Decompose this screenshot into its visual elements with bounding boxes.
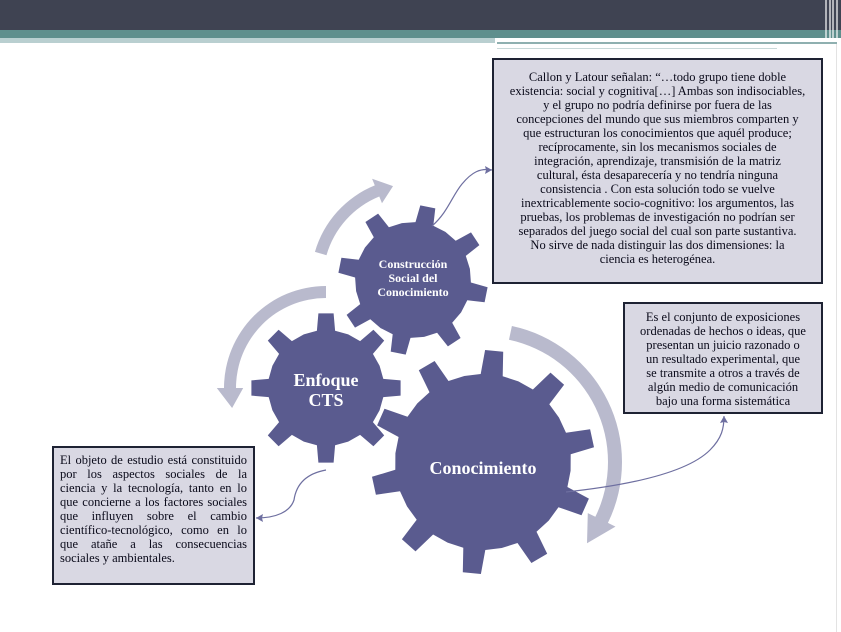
definition-line: presentan un juicio razonado o <box>646 338 800 352</box>
objeto-text: El objeto de estudio está constituido por los aspectos sociales de la ciencia y la tecnología, tanto en lo que concierne a los factores sociales que influyen sobre el cambio científico-tecnológico, como en lo que atañe a las consecuencias sociales y ambientales. <box>60 453 247 565</box>
gear-small-label-2: Social del <box>388 271 438 285</box>
quote-line: separados del juego social del cual son parte sustantiva. <box>518 224 797 238</box>
connector-arrowhead-def <box>720 416 728 423</box>
gear-medium-label-1: Enfoque <box>293 370 359 390</box>
definition-line: bajo una forma sistemática <box>655 394 791 408</box>
gear-medium-label-2: CTS <box>308 390 344 410</box>
connector-arrowhead-objeto <box>256 514 263 522</box>
quote-line: integración, aprendizaje, transmisión de la matriz <box>534 154 781 168</box>
quote-line: y el grupo no podría definirse por fuera de las <box>543 98 772 112</box>
connector-to-definition-box <box>566 416 724 492</box>
definition-line: ordenadas de hechos o ideas, que <box>640 324 806 338</box>
callon-latour-quote-box <box>492 58 823 284</box>
quote-line: No sirve de nada distinguir las dos dimensiones: la <box>530 238 785 252</box>
quote-line: consistencia . Con esta solución todo se vuelve <box>540 182 775 196</box>
objeto-de-estudio-box <box>52 446 255 585</box>
connector-to-objeto-box <box>256 470 326 518</box>
quote-line: existencia: social y cognitiva[…] Ambas son indisociables, <box>509 84 806 98</box>
definition-box <box>623 302 823 414</box>
quote-line: recíprocamente, sin los mecanismos sociales de <box>538 140 777 154</box>
gear-small-label-3: Conocimiento <box>377 285 449 299</box>
definition-line: algún medio de comunicación <box>647 380 799 394</box>
connector-arrowhead-callon <box>485 166 492 174</box>
quote-line: inextricablemente socio-cognitivo: los argumentos, las <box>521 196 794 210</box>
quote-line: que estructuran los conocimientos que aquél produce; <box>523 126 792 140</box>
gear-large-label: Conocimiento <box>429 458 537 478</box>
quote-line: concepciones del mundo que sus miembros comparten y <box>516 112 799 126</box>
definition-line: Es el conjunto de exposiciones <box>645 310 801 324</box>
connector-to-callon-box <box>432 170 492 226</box>
definition-line: se transmite a otros a través de <box>646 366 800 380</box>
quote-line: pruebas, los problemas de investigación no podrían ser <box>520 210 795 224</box>
quote-line: cultural, ésta desaparecería y no tendría ninguna <box>536 168 779 182</box>
gear-small-label-1: Construcción <box>378 257 448 271</box>
definition-line: un resultado experimental, que <box>645 352 801 366</box>
quote-line: Callon y Latour señalan: “…todo grupo tiene doble <box>528 70 787 84</box>
quote-line: ciencia es heterogénea. <box>599 252 716 266</box>
